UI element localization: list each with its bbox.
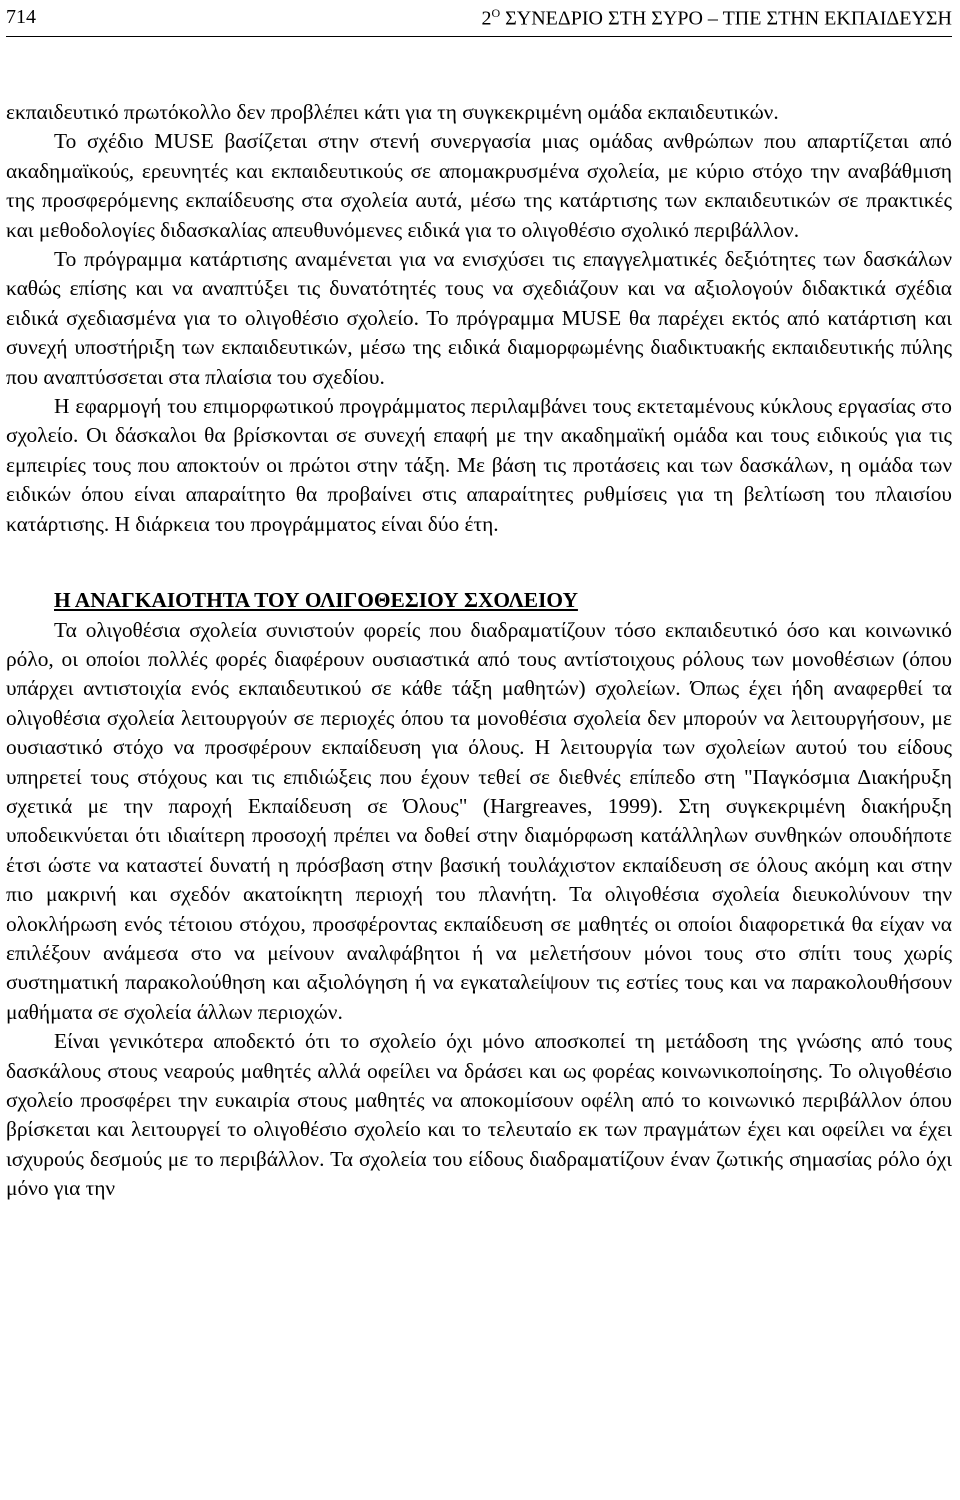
running-title-superscript: Ο [491,6,501,20]
paragraph-socialization: Είναι γενικότερα αποδεκτό ότι το σχολείο όχι μόνο αποσκοπεί τη μετάδοση της γνώσης από τους δασκάλους στους νεαρούς μαθητές αλλά οφείλει να δράσει και ως φορέας κοινωνικοποίησης. Το ολιγοθέσιο σχολείο προσφέρει την ευκαιρία στους μαθητές να αποκομίσουν οφέλη από το κοινωνικό περιβάλλον όπου βρίσκεται και λειτουργεί το ολιγοθέσιο σχολείο και το τελευταίο εκ των πραγμάτων έχει και οφείλει να έχει ισχυρούς δεσμούς με το περιβάλλον. Τα σχολεία του είδους διαδραματίζουν έναν ζωτικής σημασίας ρόλο όχι μόνο για την [6,1029,952,1201]
paragraph-continuation: εκπαιδευτικό πρωτόκολλο δεν προβλέπει κάτι για τη συγκεκριμένη ομάδα εκπαιδευτικών. [6,100,779,124]
paragraph-training-program: Το πρόγραμμα κατάρτισης αναμένεται για να ενισχύσει τις επαγγελματικές δεξιότητες των δασκάλων καθώς επίσης και να αναπτύξει τις δυνατότητές τους να σχεδιάζουν και να αξιολογούν διδακτικά σχέδια ειδικά σχεδιασμένα για το ολιγοθέσιο σχολείο. Το πρόγραμμα MUSE θα παρέχει εκτός από κατάρτιση και συνεχή υποστήριξη των εκπαιδευτικών, μέσω της ειδικά διαμορφωμένης διαδικτυακής εκπαιδευτικής πύλης που αναπτύσσεται στα πλαίσια του σχεδίου. [6,247,952,389]
section-heading: Η ΑΝΑΓΚΑΙΟΤΗΤΑ ΤΟΥ ΟΛΙΓΟΘΕΣΙΟΥ ΣΧΟΛΕΙΟΥ [54,588,578,613]
section-spacer [6,539,952,586]
paragraph-muse-plan: Το σχέδιο MUSE βασίζεται στην στενή συνεργασία μιας ομάδας ανθρώπων που απαρτίζεται από ακαδημαϊκούς, ερευνητές και εκπαιδευτικούς σε απομακρυσμένα σχολεία, με κύριο στόχο την αναβάθμιση της προσφερόμενης εκπαίδευσης στα σχολεία αυτά, μέσω της κατάρτισης των εκπαιδευτικών σε πρακτικές και μεθοδολογίες διδασκαλίας απευθυνόμενες ειδικά για το ολιγοθέσιο σχολικό περιβάλλον. [6,129,952,242]
running-title-prefix: 2 [481,7,492,30]
running-title [481,6,952,31]
page-number: 714 [6,6,36,28]
running-title-main: ΣΥΝΕΔΡΙΟ ΣΤΗ ΣΥΡΟ – ΤΠΕ ΣΤΗΝ ΕΚΠΑΙΔΕΥΣΗ [500,7,952,30]
paragraph-implementation: Η εφαρμογή του επιμορφωτικού προγράμματος περιλαμβάνει τους εκτεταμένους κύκλους εργασίας στο σχολείο. Οι δάσκαλοι θα βρίσκονται σε συνεχή επαφή με την ακαδημαϊκή ομάδα και τους ειδικούς για τις εμπειρίες τους που αποκτούν οι πρώτοι στην τάξη. Με βάση τις προτάσεις και των δασκάλων, η ομάδα των ειδικών όπου είναι απαραίτητο θα προβαίνει στις απαραίτητες ρυθμίσεις για τη βελτίωση του πλαισίου κατάρτισης. Η διάρκεια του προγράμματος είναι δύο έτη. [6,394,952,536]
document-body [6,98,952,1204]
page-header [6,0,952,37]
paragraph-necessity: Τα ολιγοθέσια σχολεία συνιστούν φορείς που διαδραματίζουν τόσο εκπαιδευτικό όσο και κοινωνικό ρόλο, οι οποίοι πολλές φορές διαφέρουν ουσιαστικά από τους αντίστοιχους ρόλους των μονοθέσιων (όπου υπάρχει αντιστοιχία ενός εκπαιδευτικού σε κάθε τάξη μαθητών) σχολείων. Όπως έχει ήδη αναφερθεί τα ολιγοθέσια σχολεία λειτουργούν σε περιοχές όπου τα μονοθέσια σχολεία δεν μπορούν να λειτουργήσουν, με ουσιαστικό στόχο να προσφέρουν εκπαίδευση για όλους. Η λειτουργία των σχολείων αυτού του είδους υπηρετεί τους στόχους και τις επιδιώξεις που έχουν τεθεί σε διεθνές επίπεδο στη "Παγκόσμια Διακήρυξη σχετικά με την παροχή Εκπαίδευση σε Όλους" (Hargreaves, 1999). Στη συγκεκριμένη διακήρυξη υποδεικνύεται ότι ιδιαίτερη προσοχή πρέπει να δοθεί στην διαμόρφωση κατάλληλων συνθηκών οπουδήποτε έτσι ώστε να καταστεί δυνατή η πρόσβαση στην βασική τουλάχιστον εκπαίδευση σε όλους ακόμη και στην πιο μακρινή και σχεδόν ακατοίκητη περιοχή του πλανήτη. Τα ολιγοθέσια σχολεία διευκολύνουν την ολοκλήρωση ενός τέτοιου στόχου, προσφέροντας εκπαίδευση σε μαθητές οι οποίοι διαφορετικά θα είχαν να επιλέξουν ανάμεσα στο να μείνουν αναλφάβητοι ή να μελετήσουν μόνοι τους στο σπίτι τους χωρίς συστηματική παρακολούθηση και αξιολόγηση ή να εγκαταλείψουν τις εστίες τους και να παρακολουθήσουν μαθήματα σε σχολεία άλλων περιοχών. [6,617,952,1024]
